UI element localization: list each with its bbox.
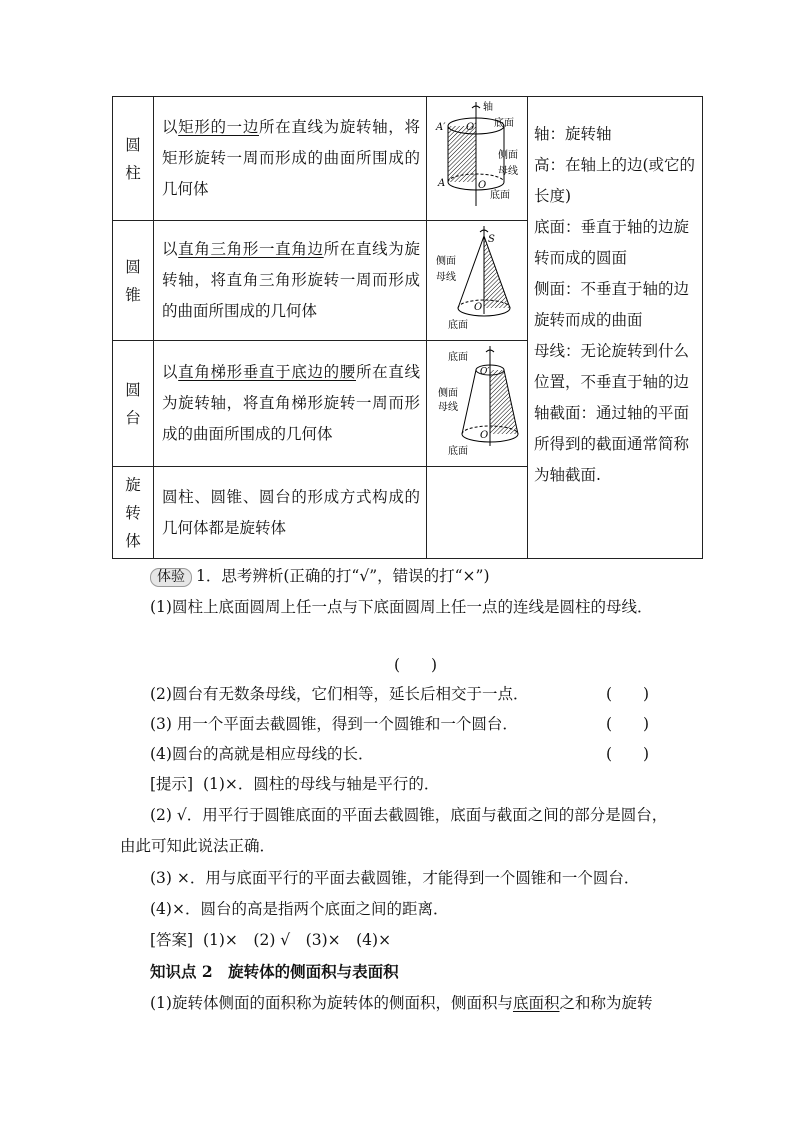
label-top-base: 底面 xyxy=(494,117,514,129)
answer-blank-1: ( ) xyxy=(394,656,438,674)
svg-text:O′: O′ xyxy=(466,121,477,133)
question-1: (1)圆柱上底面圆周上任一点与下底面圆周上任一点的连线是圆柱的母线． xyxy=(150,598,653,616)
prop-axial-section: 轴截面：通过轴的平面所得到的截面通常简称为轴截面. xyxy=(534,404,690,484)
cylinder-name: 圆 柱 xyxy=(113,97,154,221)
frustum-diagram xyxy=(428,342,526,462)
hint-3: (3) ×．用与底面平行的平面去截圆锥，才能得到一个圆锥和一个圆台． xyxy=(150,869,640,887)
rotation-solid-definition: 圆柱、圆锥、圆台的形成方式构成的几何体都是旋转体 xyxy=(154,467,427,559)
label-lateral: 侧面 xyxy=(498,149,518,161)
label-bottom-base: 底面 xyxy=(490,189,510,201)
cone-figure xyxy=(427,221,528,341)
svg-text:O: O xyxy=(478,179,487,191)
label-lateral: 侧面 xyxy=(436,255,456,267)
row-cylinder xyxy=(113,97,703,221)
hint-2a: (2) √．用平行于圆锥底面的平面去截圆锥，底面与截面之间的部分是圆台， xyxy=(150,806,668,824)
answer-blank-2: ( ) xyxy=(606,685,650,703)
prop-base: 底面：垂直于轴的边旋转而成的圆面 xyxy=(534,218,690,267)
knowledge-text: (1)旋转体侧面的面积称为旋转体的侧面积，侧面积与底面积之和称为旋转 xyxy=(150,994,653,1012)
cone-name: 圆 锥 xyxy=(113,221,154,341)
label-top-base: 底面 xyxy=(448,351,468,363)
cone-definition: 以直角三角形一直角边所在直线为旋转轴，将直角三角形旋转一周而形成的曲面所围成的几何体 xyxy=(154,221,427,341)
question-3: (3) 用一个平面去截圆锥，得到一个圆锥和一个圆台． xyxy=(150,715,518,733)
cylinder-diagram xyxy=(428,98,526,216)
label-generatrix: 母线 xyxy=(436,271,456,283)
svg-text:O: O xyxy=(474,301,483,313)
hint-2b: 由此可知此说法正确． xyxy=(120,837,276,855)
knowledge-point-heading: 知识点 2 旋转体的侧面积与表面积 xyxy=(150,962,399,981)
exercise-title: 体验 1．思考辨析(正确的打“√”，错误的打“×”) xyxy=(150,565,490,587)
hint-1: [提示] (1)×．圆柱的母线与轴是平行的． xyxy=(150,775,440,793)
answer-blank-4: ( ) xyxy=(606,745,650,763)
label-lateral: 侧面 xyxy=(438,387,458,399)
prop-axis: 轴：旋转轴 xyxy=(534,125,612,143)
label-generatrix: 母线 xyxy=(438,401,458,413)
label-bottom-base: 底面 xyxy=(448,445,468,457)
svg-text:A′: A′ xyxy=(436,121,446,133)
answer-tag: [答案] xyxy=(150,931,194,949)
question-4: (4)圆台的高就是相应母线的长． xyxy=(150,745,374,763)
cylinder-figure xyxy=(427,97,528,221)
empty-figure-cell xyxy=(427,467,528,559)
cylinder-definition: 以矩形的一边所在直线为旋转轴，将矩形旋转一周而形成的曲面所围成的几何体 xyxy=(154,97,427,221)
hint-tag: [提示] xyxy=(150,775,194,793)
rotation-solid-name: 旋 转 体 xyxy=(113,467,154,559)
rotation-solids-table xyxy=(112,96,703,559)
label-axis: 轴 xyxy=(483,101,493,113)
frustum-name: 圆 台 xyxy=(113,341,154,467)
answer-line: [答案] (1)× (2) √ (3)× (4)× xyxy=(150,931,392,949)
label-base: 底面 xyxy=(448,319,468,331)
prop-height: 高：在轴上的边(或它的长度) xyxy=(534,156,696,205)
svg-text:O: O xyxy=(480,429,489,441)
properties-cell xyxy=(528,97,703,559)
svg-text:S: S xyxy=(488,233,495,245)
svg-text:O′: O′ xyxy=(480,366,490,377)
frustum-figure xyxy=(427,341,528,467)
answer-blank-3: ( ) xyxy=(606,715,650,733)
label-generatrix: 母线 xyxy=(498,165,518,177)
prop-lateral: 侧面：不垂直于轴的边旋转而成的曲面 xyxy=(534,280,690,329)
question-2: (2)圆台有无数条母线，它们相等，延长后相交于一点． xyxy=(150,685,529,703)
frustum-definition: 以直角梯形垂直于底边的腰所在直线为旋转轴，将直角梯形旋转一周而形成的曲面所围成的几何体 xyxy=(154,341,427,467)
prop-generatrix: 母线：无论旋转到什么位置，不垂直于轴的边 xyxy=(534,342,690,391)
cone-diagram xyxy=(428,222,526,336)
hint-4: (4)×．圆台的高是指两个底面之间的距离． xyxy=(150,900,449,918)
svg-text:A: A xyxy=(438,177,446,189)
experience-tag: 体验 xyxy=(150,568,192,587)
